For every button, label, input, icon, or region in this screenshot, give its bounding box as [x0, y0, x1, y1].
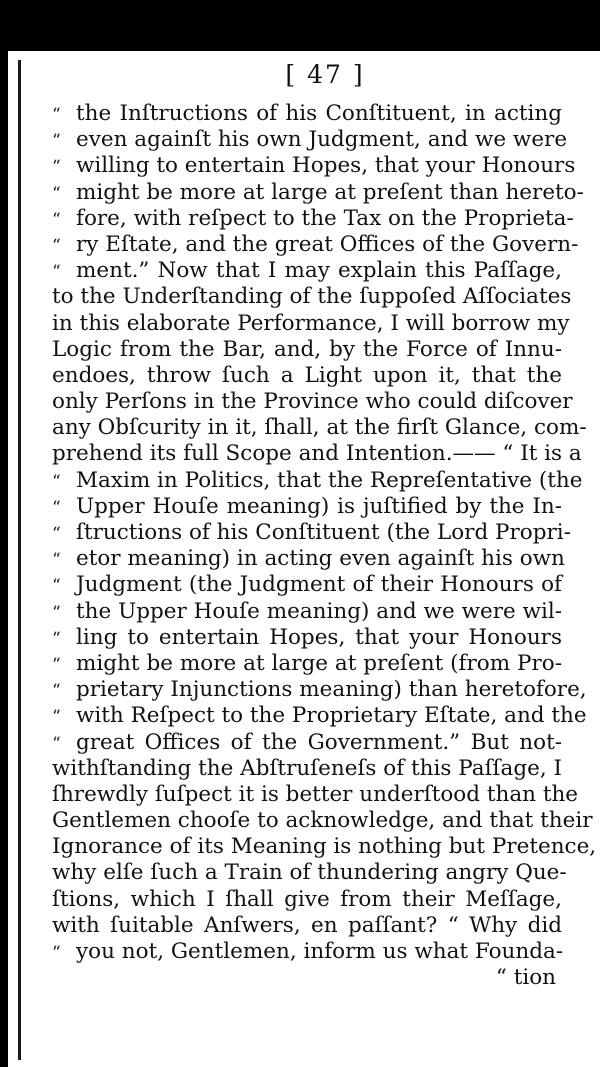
line-text: only Perſons in the Province who could diſcover [52, 389, 573, 415]
text-line [52, 101, 562, 127]
scan-left-border [0, 0, 8, 1067]
text-line [52, 913, 562, 939]
text-line [52, 337, 562, 363]
line-text: great Offices of the Government.” But not- [76, 729, 562, 755]
text-line [52, 127, 568, 153]
text-line [52, 441, 582, 467]
text-line [52, 310, 570, 337]
text-line [52, 153, 576, 179]
line-text: Upper Houſe meaning) is juſtified by the In- [76, 493, 562, 519]
text-line [52, 546, 565, 572]
quote-mark: “ [52, 471, 61, 492]
catchword-quote: “ [495, 965, 507, 991]
line-text: Judgment (the Judgment of their Honours of [76, 572, 562, 598]
page-number-header [0, 58, 600, 92]
text-line [52, 860, 567, 886]
text-line [52, 599, 562, 625]
text-line [52, 703, 587, 729]
line-text: ling to entertain Hopes, that your Honours [76, 624, 562, 650]
line-text: in this elaborate Performance, I will borrow my [52, 310, 570, 336]
quote-mark: “ [52, 576, 61, 597]
line-text: Ignorance of its Meaning is nothing but Pretence, [52, 834, 597, 860]
line-text: why elſe ſuch a Train of thundering angry Que- [52, 860, 567, 886]
text-line [52, 467, 583, 494]
text-line [52, 494, 562, 520]
line-text: withſtanding the Abſtruſeneſs of this Paſſage, I [52, 755, 562, 781]
line-text: Gentlemen chooſe to acknowledge, and that their [52, 808, 593, 834]
text-line [52, 939, 562, 965]
text-line [52, 520, 571, 546]
quote-mark: “ [52, 654, 61, 675]
quote-mark: “ [52, 105, 61, 125]
page-spine-shadow [18, 60, 21, 1060]
text-line [52, 572, 562, 598]
line-text: the Upper Houſe meaning) and we were wil- [76, 598, 562, 624]
text-line [52, 808, 593, 834]
line-text: the Inſtructions of his Conſtituent, in acting [76, 101, 562, 126]
line-text: to the Underſtanding of the ſuppoſed Aſſociates [52, 284, 572, 310]
line-text: fore, with reſpect to the Tax on the Proprieta- [76, 205, 574, 231]
text-line [52, 205, 574, 232]
line-text: ry Eſtate, and the great Offices of the Govern- [76, 231, 579, 257]
line-text: any Obſcurity in it, ſhall, at the firſt Glance, com- [52, 415, 587, 441]
line-text: Logic from the Bar, and, by the Force of Innu- [52, 336, 562, 362]
line-text: you not, Gentlemen, inform us what Founda- [76, 939, 564, 964]
quote-mark: “ [52, 733, 61, 754]
quote-mark: “ [52, 707, 61, 728]
line-text: endoes, throw ſuch a Light upon it, that the [52, 362, 562, 388]
quote-mark: “ [52, 497, 61, 518]
quote-mark: “ [52, 524, 61, 544]
quote-mark: “ [52, 262, 61, 283]
quote-mark: “ [52, 628, 61, 649]
page-number: [ 47 ] [285, 60, 365, 89]
line-text: willing to entertain Hopes, that your Honours [76, 153, 576, 179]
scan-top-border [0, 0, 600, 51]
quote-mark: “ [52, 157, 61, 178]
catchword-text: tion [513, 965, 556, 991]
line-text: even againſt his own Judgment, and we were [76, 127, 568, 153]
line-text: with ſuitable Anſwers, en paſſant? “ Why did [52, 912, 562, 938]
text-line [52, 756, 562, 782]
line-text: with Reſpect to the Proprietary Eſtate, and the [76, 703, 587, 729]
line-text: ſhrewdly ſuſpect it is better underſtood than the [52, 781, 579, 807]
text-line [52, 677, 587, 703]
text-line [52, 834, 597, 860]
line-text: etor meaning) in acting even againſt his own [76, 546, 565, 572]
text-line [52, 231, 579, 258]
quote-mark: “ [52, 681, 61, 702]
text-line [52, 389, 573, 415]
line-text: prietary Injunctions meaning) than heretofore, [76, 677, 587, 703]
text-line [52, 179, 584, 206]
text-line [52, 363, 562, 389]
line-text: ſtions, which I ſhall give from their Meſſage, [52, 886, 562, 912]
text-line [52, 284, 572, 310]
quote-mark: “ [52, 209, 61, 230]
line-text: ment.” Now that I may explain this Paſſage, [76, 258, 562, 284]
catchword [52, 965, 562, 991]
text-line [52, 781, 579, 808]
line-text: might be more at large at preſent (from Pro- [76, 650, 562, 676]
text-line [52, 651, 562, 677]
line-text: prehend its full Scope and Intention.—— “ It is a [52, 441, 582, 467]
body-text [52, 101, 597, 991]
line-text: ſtructions of his Conſtituent (the Lord Propri- [76, 520, 571, 545]
line-text: Maxim in Politics, that the Repreſentative (the [76, 467, 583, 493]
quote-mark: “ [52, 943, 61, 963]
quote-mark: “ [52, 602, 61, 623]
text-line [52, 887, 562, 913]
quote-mark: “ [52, 550, 61, 571]
text-line [52, 415, 587, 441]
quote-mark: “ [52, 183, 61, 204]
quote-mark: “ [52, 235, 61, 256]
text-line [52, 730, 562, 756]
text-line [52, 625, 562, 651]
text-line [52, 258, 562, 284]
quote-mark: “ [52, 131, 61, 152]
line-text: might be more at large at preſent than hereto- [76, 179, 584, 205]
